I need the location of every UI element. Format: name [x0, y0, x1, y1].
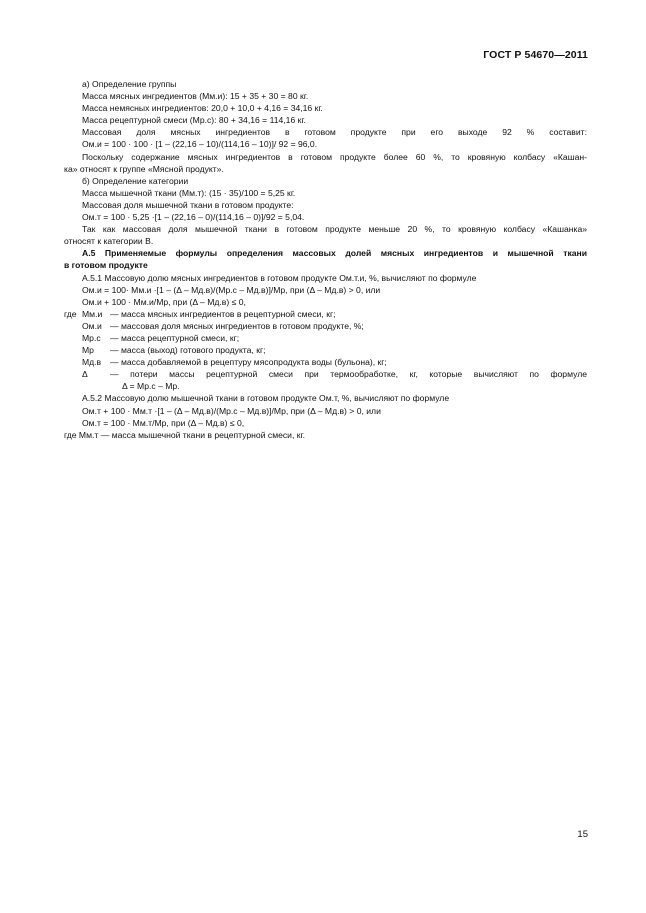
definition-text: — масса (выход) готового продукта, кг;: [110, 345, 266, 356]
paragraph-line: А.5.1 Массовую долю мясных ингредиентов в готовом продукте Oм.т.и, %, вычисляют по формуле: [82, 272, 477, 283]
page-number: 15: [577, 829, 588, 840]
formula-line: Oм.и + 100 · Mм.и/Mр, при (Δ – Mд.в) ≤ 0,: [82, 296, 246, 307]
paragraph-line: а) Определение группы: [82, 79, 177, 89]
paragraph-line: Масса немясных ингредиентов: 20,0 + 10,0 + 4,16 = 34,16 кг.: [82, 103, 323, 114]
formula-line: Oм.и = 100 · 100 · [1 – (22,16 – 10)/(114,16 – 10)]/ 92 = 96,0.: [82, 139, 318, 150]
formula-line: Oм.и = 100· Mм.и ·[1 – (Δ – Mд.в)/(Mр.с – Mд.в)]/Mр, при (Δ – Mд.в) > 0, или: [82, 284, 381, 295]
paragraph-line: б) Определение категории: [82, 175, 189, 186]
definition-text: — масса рецептурной смеси, кг;: [110, 332, 240, 343]
definition-text: — массовая доля мясных ингредиентов в готовом продукте, %;: [110, 320, 364, 331]
paragraph-line: Массовая доля мышечной ткани в готовом продукте:: [82, 199, 294, 210]
standard-id-header: ГОСТ Р 54670—2011: [483, 49, 588, 61]
definition-symbol: Mм.и: [82, 308, 103, 319]
definition-symbol: Mр: [82, 345, 94, 356]
definition-symbol: Δ: [82, 369, 88, 380]
definition-row: [64, 308, 587, 320]
definition-text: — масса мясных ингредиентов в рецептурной смеси, кг;: [110, 308, 336, 319]
definition-formula: Δ = Mр.с – Mр.: [122, 381, 180, 392]
definition-row: [64, 356, 587, 368]
definition-row: [64, 332, 587, 344]
definition-lead: где: [64, 308, 77, 319]
paragraph-line: относят к категории В.: [64, 236, 154, 247]
paragraph-line: Масса рецептурной смеси (Mр.с): 80 + 34,16 = 114,16 кг.: [82, 115, 306, 126]
paragraph-line: Поскольку содержание мясных ингредиентов в готовом продукте более 60 %, то кровяную колбасу «Кашан-: [82, 151, 587, 162]
definition-text: — потери массы рецептурной смеси при термообработке, кг, которые вычисляют по формуле: [110, 369, 587, 380]
definitions-list: [64, 308, 587, 393]
definition-symbol: Mр.с: [82, 332, 101, 343]
paragraph-line: Масса мясных ингредиентов (Mм.и): 15 + 35 + 30 = 80 кг.: [82, 91, 309, 102]
paragraph-line: Так как массовая доля мышечной ткани в готовом продукте меньше 20 %, то кровяную колбасу «Кашанка»: [82, 224, 587, 235]
formula-line: Oм.т = 100 · 5,25 ·[1 – (22,16 – 0)/(114,16 – 0)]/92 = 5,04.: [82, 212, 305, 223]
section-heading: А.5 Применяемые формулы определения массовых долей мясных ингредиентов и мышечной ткани: [82, 248, 587, 259]
definition-row: [64, 320, 587, 332]
definition-lead: [64, 368, 82, 380]
paragraph-line: Масса мышечной ткани (Mм.т): (15 · 35)/100 = 5,25 кг.: [82, 187, 296, 198]
definition-lead: [64, 332, 82, 344]
definition-symbol: Oм.и: [82, 320, 102, 331]
definition-symbol: Mд.в: [82, 357, 102, 368]
paragraph-line: ка» относят к группе «Мясной продукт».: [64, 163, 224, 174]
definition-text: — масса добавляемой в рецептуру мясопродукта воды (бульона), кг;: [110, 357, 387, 368]
paragraph-line: где Mм.т — масса мышечной ткани в рецептурной смеси, кг.: [64, 429, 305, 440]
paragraph-line: Массовая доля мясных ингредиентов в готовом продукте при его выходе 92 % составит:: [82, 127, 587, 138]
section-heading: в готовом продукте: [64, 260, 148, 271]
definition-lead: [64, 344, 82, 356]
definition-lead: [64, 356, 82, 368]
formula-line: Oм.т + 100 · Mм.т ·[1 – (Δ – Mд.в)/(Mр.с – Mд.в)]/Mр, при (Δ – Mд.в) > 0, или: [82, 405, 381, 416]
definition-row: [64, 344, 587, 356]
document-body: [64, 78, 587, 441]
definition-lead: [64, 320, 82, 332]
paragraph-line: А.5.2 Массовую долю мышечной ткани в готовом продукте Oм.т, %, вычисляют по формуле: [82, 393, 450, 404]
formula-line: Oм.т = 100 · Mм.т/Mр, при (Δ – Mд.в) ≤ 0,: [82, 417, 245, 428]
definition-row: [64, 368, 587, 380]
